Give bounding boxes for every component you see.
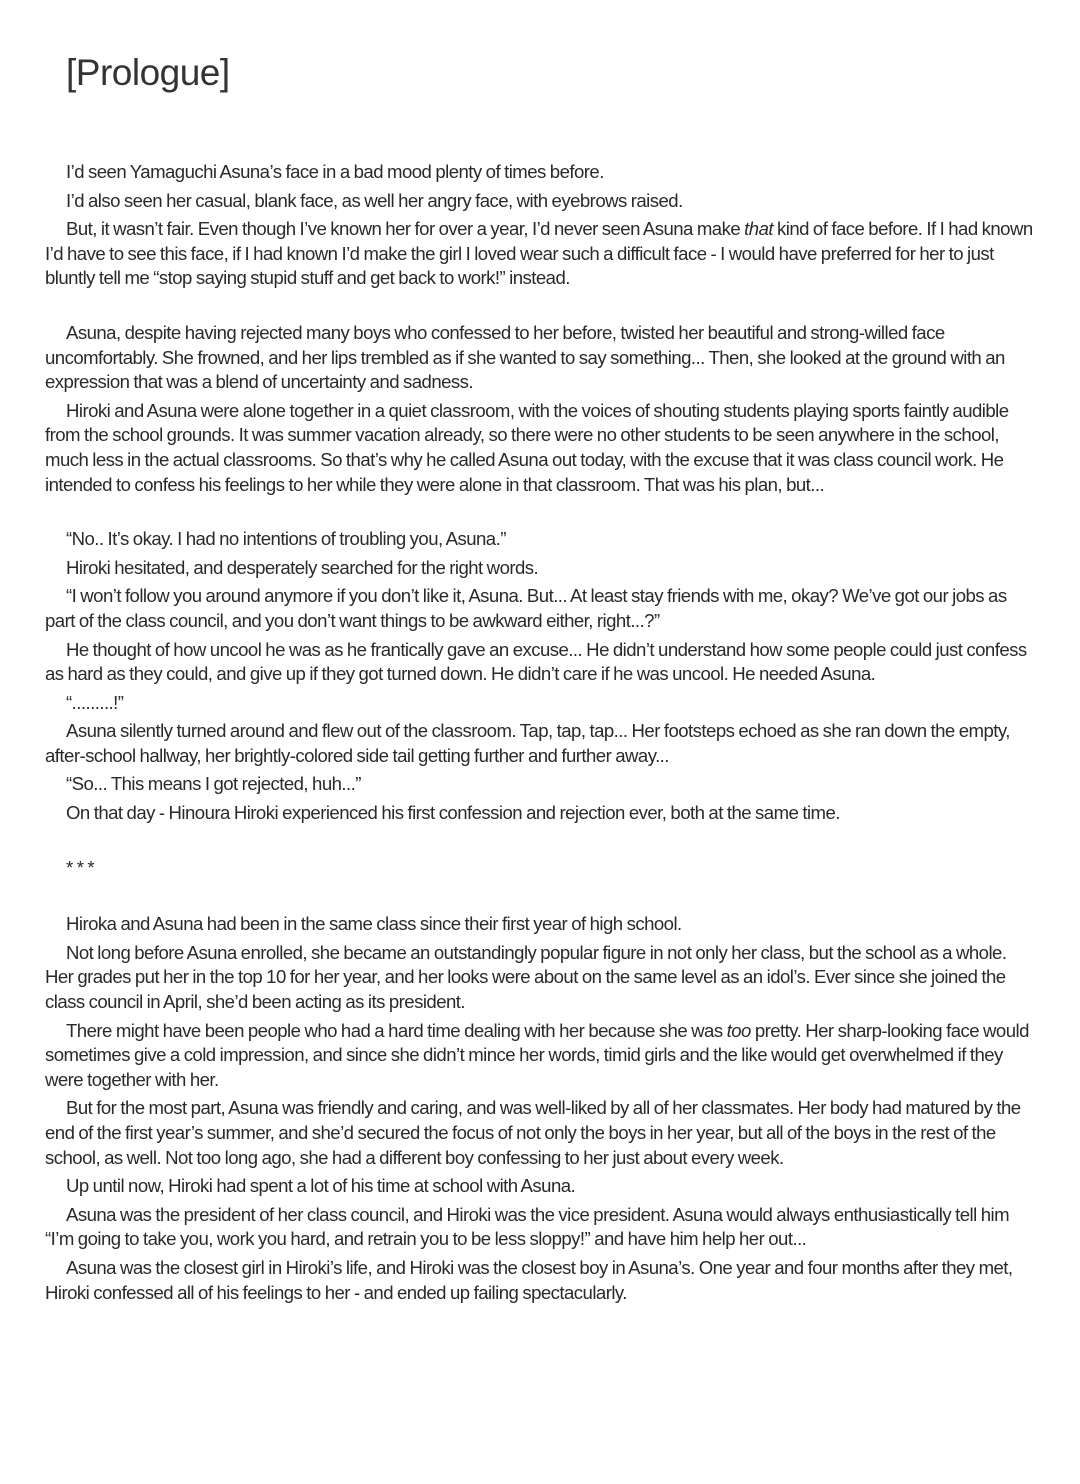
paragraph-text: There might have been people who had a hard time dealing with her because she was [66,1019,727,1041]
paragraph [45,321,1037,395]
paragraph [45,189,1037,214]
paragraph [45,399,1037,497]
paragraph [45,217,1037,291]
paragraph-text: But for the most part, Asuna was friendly and caring, and was well-liked by all of her classmates. Her body had matured by the end of the first year’s summer, and she’d secured the focus of not only the boys in her year, but all of the boys in the rest of the school, as well. Not too long ago, she had a different boy confessing to her just about every week. [45,1097,1021,1168]
paragraph-text: “So... This means I got rejected, huh...” [66,773,361,795]
paragraph [45,772,1037,797]
paragraph-text: “.........!” [66,691,124,713]
paragraph-text: He thought of how uncool he was as he frantically gave an excuse... He didn’t understand how some people could just confess as hard as they could, and give up if they got turned down. He didn’t care if he was uncool. He needed Asuna. [45,638,1027,685]
paragraph-text: kind of face before. If I had known I’d have to see this face, if I had known I’d make the girl I loved wear such a difficult face - I would have preferred for her to just bluntly tell me “stop saying stupid stuff and get back to work!” instead. [45,218,1033,289]
emphasis-text: too [726,1019,751,1041]
paragraph-text: But, it wasn’t fair. Even though I’ve known her for over a year, I’d never seen Asuna make [66,218,745,240]
paragraph-text: On that day - Hinoura Hiroki experienced his first confession and rejection ever, both at the same time. [66,802,840,824]
chapter-body [45,160,1037,1309]
scene-break: * * * [66,856,95,878]
chapter-title: [Prologue] [66,52,230,93]
paragraph [45,638,1037,687]
paragraph [45,1256,1037,1305]
paragraph-text: Asuna silently turned around and flew out of the classroom. Tap, tap, tap... Her footsteps echoed as she ran down the empty, after-school hallway, her brightly-colored side tail getting further and further away... [45,720,1010,766]
paragraph [45,691,1037,716]
paragraph [45,912,1037,937]
paragraph-text: Hiroki hesitated, and desperately searched for the right words. [66,556,539,578]
paragraph-text: pretty. Her sharp-looking face would sometimes give a cold impression, and since she didn’t mince her words, timid girls and the like would get overwhelmed if they were together with her. [45,1019,1029,1090]
paragraph [45,556,1037,581]
paragraph-text: Hiroka and Asuna had been in the same class since their first year of high school. [66,913,682,935]
paragraph-text: Not long before Asuna enrolled, she became an outstandingly popular figure in not only her class, but the school as a whole. Her grades put her in the top 10 for her year, and her looks were about on the same level as an idol’s. Ever since she joined the class council in April, she’d been acting as its president. [45,941,1007,1013]
section [45,527,1037,826]
paragraph [45,1174,1037,1199]
section [45,160,1037,291]
paragraph-text: I’d also seen her casual, blank face, as well her angry face, with eyebrows raised. [66,189,683,211]
paragraph-text: Asuna was the president of her class council, and Hiroki was the vice president. Asuna would always enthusiastically tell him “I’m going to take you, work you hard, and retrain you to be less sloppy!” and have him help her out... [45,1203,1010,1250]
paragraph-text: Asuna was the closest girl in Hiroki’s life, and Hiroki was the closest boy in Asuna’s. One year and four months after they met, Hiroki confessed all of his feelings to her - and ended up failing spectacularly. [45,1256,1013,1303]
paragraph [45,1019,1037,1093]
paragraph-text: I’d seen Yamaguchi Asuna’s face in a bad mood plenty of times before. [66,161,604,182]
section [45,321,1037,497]
paragraph [45,527,1037,552]
paragraph [45,801,1037,826]
paragraph-text: Hiroki and Asuna were alone together in a quiet classroom, with the voices of shouting students playing sports faintly audible from the school grounds. It was summer vacation already, so there were no other students to be seen anywhere in the school, much less in the actual classrooms. So that’s why he called Asuna out today, with the excuse that it was class council work. He intended to confess his feelings to her while they were alone in that classroom. That was his plan, but... [45,399,1009,495]
paragraph-text: “No.. It’s okay. I had no intentions of troubling you, Asuna.” [66,528,506,550]
paragraph [45,160,1037,185]
emphasis-text: that [744,218,773,240]
paragraph-text: Up until now, Hiroki had spent a lot of his time at school with Asuna. [66,1175,576,1197]
paragraph [45,1203,1037,1252]
paragraph [45,941,1037,1015]
paragraph-text: Asuna, despite having rejected many boys who confessed to her before, twisted her beautiful and strong-willed face uncomfortably. She frowned, and her lips trembled as if she wanted to say something... Then, she looked at the ground with an expression that was a blend of uncertainty and sadness. [45,321,1005,393]
paragraph [45,719,1037,768]
paragraph [45,584,1037,633]
paragraph [45,1096,1037,1170]
paragraph-text: “I won’t follow you around anymore if you don’t like it, Asuna. But... At least stay friends with me, okay? We’ve got our jobs as part of the class council, and you don’t want things to be awkward either, right...?” [45,585,1007,631]
